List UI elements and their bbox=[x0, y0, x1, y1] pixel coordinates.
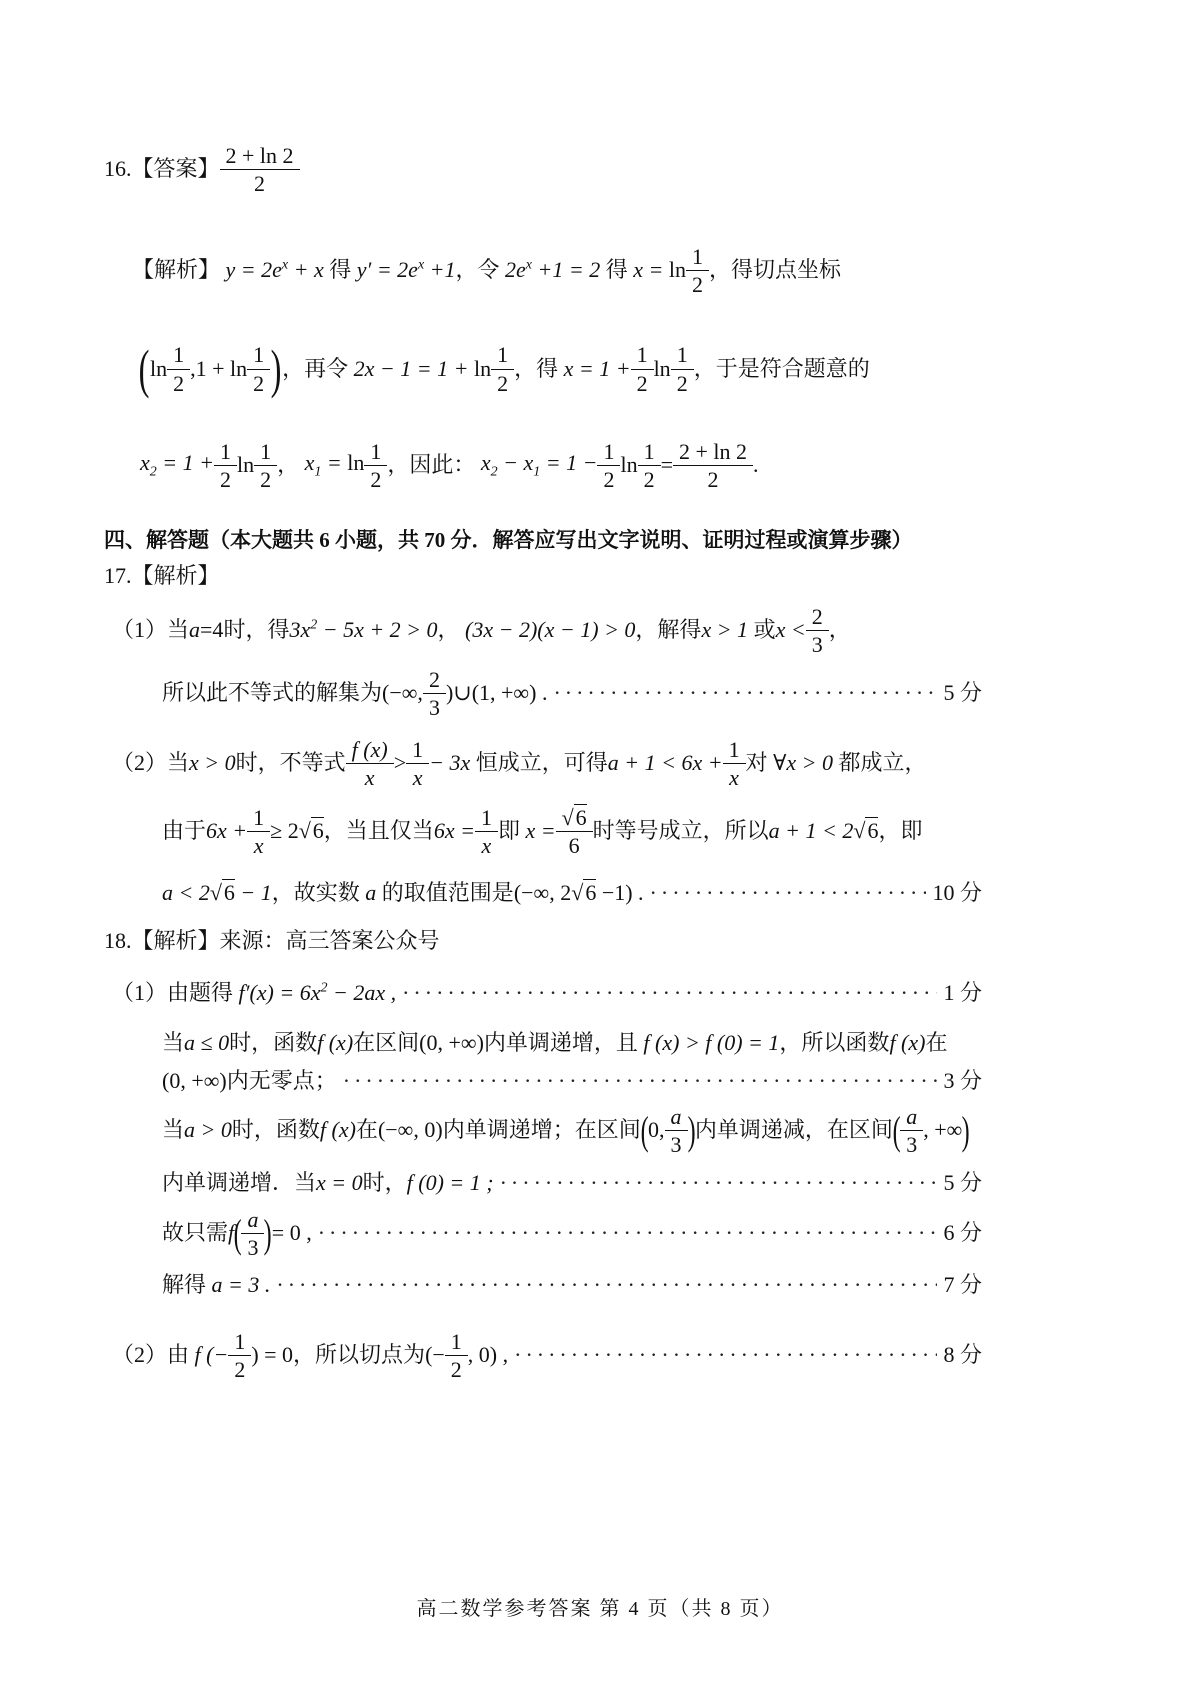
q18-text: 故只需 bbox=[162, 1220, 229, 1246]
score-label: 1 分 bbox=[943, 980, 982, 1005]
fraction-two-thirds: $\frac{2}{3}$ bbox=[426, 668, 443, 719]
math-expression: x = ln bbox=[627, 257, 686, 283]
q18-text: 在 bbox=[925, 1030, 948, 1055]
q18-text: 时，函数 bbox=[229, 1030, 318, 1055]
dotted-leader bbox=[318, 1220, 938, 1246]
math-expression: a + 1 < 6x + bbox=[607, 750, 723, 776]
math-expression: a = 3 . bbox=[206, 1272, 271, 1297]
q18-part2-line-1 bbox=[112, 1330, 982, 1381]
q18-text: 内单调递增．当 bbox=[162, 1170, 317, 1195]
q17-text: 恒成立，可得 bbox=[475, 750, 608, 776]
math-expression: x < bbox=[775, 617, 806, 643]
score-label: 6 分 bbox=[943, 1220, 982, 1246]
math-expression: a > 0 bbox=[184, 1117, 232, 1143]
dotted-leader bbox=[500, 1170, 938, 1196]
math-expression: − 3x bbox=[429, 750, 476, 776]
q16-text: 得 bbox=[605, 257, 628, 283]
fraction-one-half: $\frac{1}{2}$ bbox=[217, 440, 234, 491]
q16-text: ，因此： bbox=[387, 452, 476, 478]
fraction-one-half: $\frac{1}{2}$ bbox=[689, 245, 706, 296]
q17-text: ，当且仅当 bbox=[323, 818, 434, 844]
fraction-one-over-x: $\frac{1}{x}$ bbox=[726, 738, 743, 789]
score-label: 3 分 bbox=[943, 1068, 982, 1093]
math-expression: a < 2√6 − 1 bbox=[162, 880, 272, 905]
math-expression: $x_1 = \ln$ bbox=[299, 450, 365, 480]
dotted-leader bbox=[276, 1272, 937, 1298]
q18-text: 当 bbox=[162, 1030, 185, 1055]
math-expression: ≥ 2√6 bbox=[270, 818, 324, 844]
fraction-a-over-3: $\frac{a}{3}$ bbox=[903, 1105, 920, 1156]
q17-text: ，故实数 bbox=[271, 880, 360, 905]
q18-part1-line-7 bbox=[162, 1272, 982, 1298]
fraction-one-half: $\frac{1}{2}$ bbox=[367, 440, 384, 491]
math-expression: , +∞ bbox=[923, 1117, 963, 1143]
math-expression: 6x + bbox=[206, 818, 248, 844]
math-expression: $2e^x +1 = 2$ bbox=[499, 257, 606, 283]
math-expression: ln bbox=[149, 355, 168, 381]
q18-part1-line-6 bbox=[162, 1208, 982, 1259]
q17-text: 由于 bbox=[162, 818, 207, 844]
q16-label: 16.【答案】 bbox=[104, 156, 220, 182]
q17-part1-line-1: （1）当 a =4 时，得 $3x^2 - 5x + 2 > 0$ ， (3x − 2)(x − 1) > 0 ，解得 x > 1 或 x < $\frac{2}{3}$ ， bbox=[112, 604, 851, 658]
q17-text: 对 bbox=[745, 750, 768, 776]
fraction-one-half: $\frac{1}{2}$ bbox=[231, 1330, 248, 1381]
math-expression: 0, bbox=[648, 1117, 665, 1143]
math-expression: )∪(1, +∞) . bbox=[445, 680, 548, 706]
q18-text: （2）由 bbox=[112, 1342, 190, 1368]
fraction-one-over-x: $\frac{1}{x}$ bbox=[478, 806, 495, 857]
q17-text: 时，不等式 bbox=[235, 750, 346, 776]
q18-part1-line-5 bbox=[162, 1170, 982, 1196]
math-expression: a bbox=[189, 617, 201, 643]
q16-text: . bbox=[753, 452, 759, 478]
math-expression: 6x = bbox=[433, 818, 475, 844]
page-footer: 高二数学参考答案 第 4 页（共 8 页） bbox=[416, 1598, 784, 1620]
q18-text: 内单调递增；在区间 bbox=[442, 1117, 641, 1143]
dotted-leader bbox=[650, 880, 927, 906]
dotted-leader bbox=[514, 1342, 937, 1368]
q16-text: ，令 bbox=[455, 257, 500, 283]
left-paren: ( bbox=[640, 1107, 649, 1153]
q18-text: ，所以切点为 bbox=[293, 1342, 426, 1368]
q16-text: ，于是符合题意的 bbox=[693, 355, 870, 381]
q16-answer-numerator: 2 + ln 2 bbox=[225, 143, 294, 168]
q18-text: 时， bbox=[362, 1170, 407, 1195]
q18-part1-line-4 bbox=[162, 1105, 970, 1156]
math-expression: = bbox=[660, 452, 674, 478]
math-expression: $y = 2e^x + x$ bbox=[220, 257, 330, 283]
math-expression: , 0) , bbox=[467, 1342, 509, 1368]
math-expression: x > 1 bbox=[701, 617, 754, 643]
q18-text: 在 bbox=[355, 1117, 378, 1143]
right-paren: ) bbox=[264, 1210, 273, 1256]
q17-text: ，解得 bbox=[635, 617, 702, 643]
fraction-one-half: $\frac{1}{2}$ bbox=[641, 440, 658, 491]
math-expression: a ≤ 0 bbox=[184, 1030, 230, 1055]
math-expression: x = bbox=[519, 818, 556, 844]
q16-answer-denominator: 2 bbox=[220, 169, 300, 195]
q17-part2-line-3 bbox=[162, 880, 982, 906]
q16-text: ，得 bbox=[514, 355, 559, 381]
math-expression: > bbox=[393, 750, 407, 776]
fraction-one-half: $\frac{1}{2}$ bbox=[250, 343, 267, 394]
q18-text: 在区间 bbox=[353, 1030, 420, 1055]
math-expression: ,1 + ln bbox=[190, 355, 248, 381]
math-expression: = 0 , bbox=[271, 1220, 312, 1246]
math-expression: f bbox=[228, 1220, 235, 1246]
math-expression: x = 0 bbox=[316, 1170, 363, 1195]
math-expression: $y' = 2e^x +1$ bbox=[351, 257, 456, 283]
right-paren: ) bbox=[961, 1107, 970, 1153]
fraction-one-half: $\frac{1}{2}$ bbox=[170, 343, 187, 394]
q17-text: ，即 bbox=[878, 818, 923, 844]
math-expression: (0, +∞) bbox=[419, 1030, 484, 1055]
math-expression: x > 0 bbox=[189, 750, 236, 776]
fraction-one-half: $\frac{1}{2}$ bbox=[494, 343, 511, 394]
math-expression: (− bbox=[425, 1342, 445, 1368]
math-expression: ln bbox=[653, 355, 671, 381]
q18-text: 内无零点； bbox=[226, 1068, 337, 1093]
fraction-sqrt6-over-6: $\frac{√6}{6}$ bbox=[559, 806, 590, 857]
math-expression: 2x − 1 = 1 + ln bbox=[348, 355, 492, 381]
math-expression: f (x) bbox=[319, 1117, 356, 1143]
q18-text: 内单调递增，且 bbox=[483, 1030, 638, 1055]
fraction-one-over-x: $\frac{1}{x}$ bbox=[250, 806, 267, 857]
q16-text: ，再令 bbox=[282, 355, 349, 381]
left-paren: ( bbox=[233, 1210, 242, 1256]
q16-analysis-line-1 bbox=[132, 245, 841, 296]
score-label: 8 分 bbox=[943, 1342, 982, 1368]
q17-text: 或 bbox=[753, 617, 776, 643]
q18-label: 18.【解析】来源：高三答案公众号 bbox=[104, 928, 440, 953]
math-expression: f (x) > f (0) = 1 bbox=[637, 1030, 780, 1055]
q18-part1-line-1 bbox=[112, 980, 982, 1006]
math-expression: f (0) = 1 ; bbox=[406, 1170, 494, 1195]
q18-text: 当 bbox=[162, 1117, 185, 1143]
fraction-fx-over-x: $\frac{f (x)}{x}$ bbox=[349, 738, 391, 789]
score-label: 7 分 bbox=[943, 1272, 982, 1297]
math-expression: ) = 0 bbox=[251, 1342, 294, 1368]
math-expression: (−∞, 0) bbox=[377, 1117, 443, 1143]
q17-text: （2）当 bbox=[112, 750, 190, 776]
q16-analysis-line-2 bbox=[138, 339, 870, 399]
q17-label: 17.【解析】 bbox=[104, 563, 220, 588]
q18-text: 内单调递减，在区间 bbox=[694, 1117, 893, 1143]
math-expression: x = 1 + bbox=[558, 355, 631, 381]
section-heading: 四、解答题（本大题共 6 小题，共 70 分．解答应写出文字说明、证明过程或演算步骤） bbox=[104, 528, 913, 552]
q16-answer-fraction bbox=[223, 144, 297, 195]
q17-text: 所以此不等式的解集为 bbox=[162, 680, 383, 706]
q16-text: ，得切点坐标 bbox=[708, 257, 841, 283]
q16-analysis-label: 【解析】 bbox=[132, 257, 221, 283]
score-label: 5 分 bbox=[943, 1170, 982, 1195]
fraction-two-thirds: $\frac{2}{3}$ bbox=[809, 605, 826, 656]
q17-part2-line-2 bbox=[162, 806, 922, 857]
q17-text: 时等号成立，所以 bbox=[592, 818, 769, 844]
fraction-one-half: $\frac{1}{2}$ bbox=[257, 440, 274, 491]
math-expression: f (x) bbox=[317, 1030, 354, 1055]
score-label: 10 分 bbox=[932, 880, 982, 905]
dotted-leader bbox=[553, 680, 937, 706]
q17-text: 都成立， bbox=[838, 750, 927, 776]
math-expression: $3x^2 - 5x + 2 > 0$ bbox=[289, 617, 438, 643]
fraction-a-over-3: $\frac{a}{3}$ bbox=[668, 1105, 685, 1156]
math-expression: a bbox=[359, 880, 382, 905]
q17-text: （1）当 bbox=[112, 617, 190, 643]
q17-text: 即 bbox=[497, 818, 520, 844]
q18-text: （1）由题得 bbox=[112, 980, 234, 1005]
q17-part2-line-1 bbox=[112, 738, 926, 789]
left-paren: ( bbox=[892, 1107, 901, 1153]
math-expression: $x_2 - x_1 = 1$ − bbox=[475, 450, 598, 480]
q17-text: ， bbox=[828, 617, 851, 643]
q18-part1-line-3 bbox=[162, 1068, 982, 1094]
math-expression: ln bbox=[620, 452, 638, 478]
fraction-one-half: $\frac{1}{2}$ bbox=[674, 343, 691, 394]
q18-text: 时，函数 bbox=[231, 1117, 320, 1143]
score-label: 5 分 bbox=[943, 680, 982, 706]
q18-text: ，所以函数 bbox=[779, 1030, 890, 1055]
q18-part1-line-2 bbox=[162, 1030, 947, 1056]
right-paren: ) bbox=[687, 1107, 696, 1153]
fraction-one-half: $\frac{1}{2}$ bbox=[600, 440, 617, 491]
q16-result-fraction: $\frac{2 + \ln 2}{2}$ bbox=[676, 440, 750, 491]
dotted-leader bbox=[343, 1068, 938, 1094]
q18-text: 解得 bbox=[162, 1272, 207, 1297]
left-paren: ( bbox=[138, 339, 150, 399]
fraction-one-half: $\frac{1}{2}$ bbox=[634, 343, 651, 394]
q17-text: ， bbox=[437, 617, 460, 643]
q16-analysis-line-3 bbox=[140, 440, 759, 491]
fraction-one-half: $\frac{1}{2}$ bbox=[448, 1330, 465, 1381]
math-expression: f (x) bbox=[889, 1030, 926, 1055]
q16-text: 得 bbox=[329, 257, 352, 283]
right-paren: ) bbox=[270, 339, 282, 399]
fraction-a-over-3: $\frac{a}{3}$ bbox=[244, 1208, 261, 1259]
math-expression: ln bbox=[236, 452, 255, 478]
math-expression: (−∞, 2√6 −1) . bbox=[513, 880, 644, 905]
q17-part1-line-2 bbox=[162, 668, 982, 719]
math-expression: (0, +∞) bbox=[162, 1068, 227, 1093]
math-expression: f (− bbox=[189, 1342, 229, 1368]
math-expression: a + 1 < 2√6 bbox=[768, 818, 879, 844]
math-expression: $f'(x) = 6x^2 - 2ax$ , bbox=[233, 980, 397, 1005]
math-expression: $x_2 = 1$ + bbox=[140, 450, 214, 480]
q16-answer-line bbox=[104, 144, 300, 195]
math-expression: (3x − 2)(x − 1) > 0 bbox=[459, 617, 636, 643]
q17-text: 的取值范围是 bbox=[381, 880, 514, 905]
fraction-one-over-x: $\frac{1}{x}$ bbox=[409, 738, 426, 789]
q17-text: 时，得 bbox=[223, 617, 290, 643]
q16-text: ， bbox=[277, 452, 300, 478]
dotted-leader bbox=[402, 980, 937, 1006]
math-expression: (−∞, bbox=[382, 680, 423, 706]
math-expression: ∀x > 0 bbox=[767, 750, 839, 776]
